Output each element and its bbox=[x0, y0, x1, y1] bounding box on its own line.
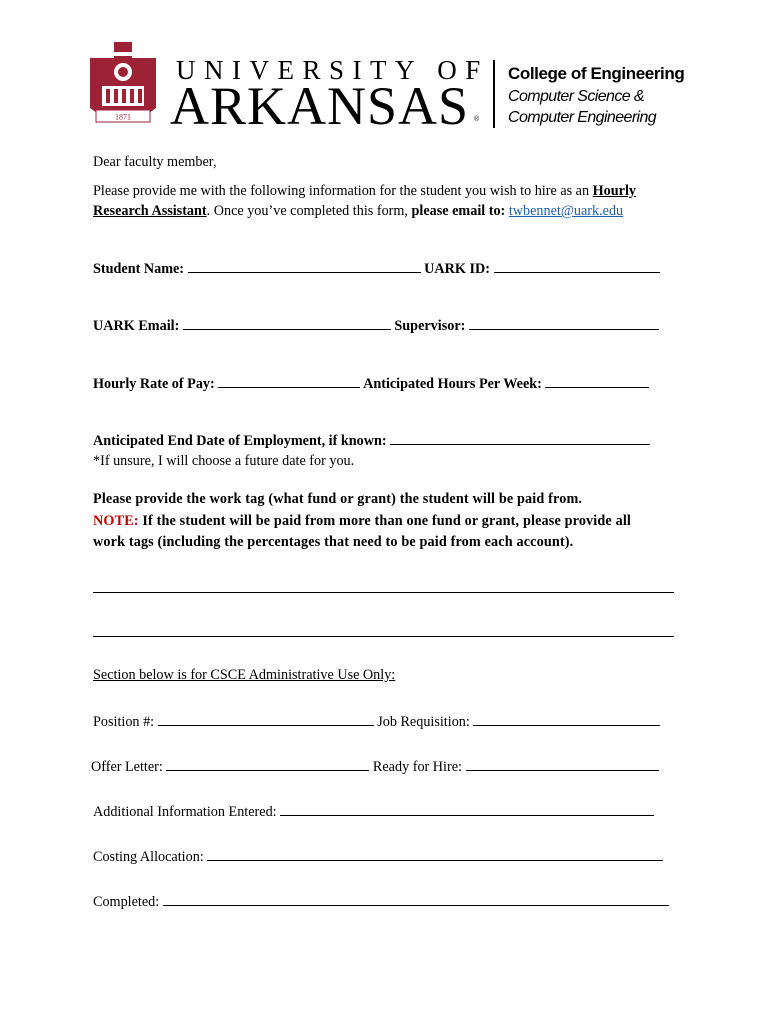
svg-text:1871: 1871 bbox=[115, 112, 131, 122]
additional-info-row bbox=[93, 801, 654, 822]
hours-per-week-label: Anticipated Hours Per Week: bbox=[363, 376, 542, 392]
note-label: NOTE: bbox=[93, 513, 139, 529]
completed-row bbox=[93, 891, 669, 912]
offer-letter-row bbox=[91, 756, 659, 777]
end-date-note: *If unsure, I will choose a future date for you. bbox=[93, 453, 355, 469]
ready-for-hire-label: Ready for Hire: bbox=[372, 759, 462, 775]
hourly-rate-field[interactable] bbox=[218, 373, 360, 388]
contact-email-link[interactable]: twbennet@uark.edu bbox=[508, 203, 624, 219]
pay-rate-row bbox=[93, 373, 649, 394]
uark-email-row bbox=[93, 315, 659, 336]
research-assistant-highlight: Research Assistant bbox=[93, 203, 207, 219]
job-requisition-label: Job Requisition: bbox=[377, 714, 470, 730]
work-tag-field-1[interactable] bbox=[93, 592, 674, 593]
supervisor-field[interactable] bbox=[469, 315, 659, 330]
dept-line-1: Computer Science & bbox=[508, 88, 644, 105]
university-name-top: UNIVERSITY OF bbox=[176, 55, 489, 85]
offer-letter-label: Offer Letter: bbox=[91, 759, 163, 775]
university-seal-icon bbox=[88, 42, 158, 130]
additional-info-field[interactable] bbox=[280, 801, 654, 816]
costing-label: Costing Allocation: bbox=[93, 849, 204, 865]
end-date-field[interactable] bbox=[390, 430, 650, 445]
note-text: If the student will be paid from more than one fund or grant, please provide all bbox=[138, 513, 632, 529]
hourly-highlight: Hourly bbox=[592, 183, 636, 199]
student-name-label: Student Name: bbox=[93, 261, 185, 277]
work-tag-note-row bbox=[93, 511, 631, 531]
email-instruction: please email to: bbox=[411, 203, 506, 219]
header-divider bbox=[493, 60, 495, 128]
uark-id-field[interactable] bbox=[494, 258, 660, 273]
intro-paragraph: Please provide me with the following information for the student you wish to hire as an Hourly Research Assistant. Once you’ve completed this form, please email to: twbennet@uark.edu bbox=[93, 183, 636, 219]
student-name-row bbox=[93, 258, 660, 279]
college-name: College of Engineering bbox=[508, 64, 685, 83]
position-row bbox=[93, 711, 660, 732]
additional-info-label: Additional Information Entered: bbox=[93, 804, 277, 820]
job-requisition-field[interactable] bbox=[473, 711, 660, 726]
offer-letter-field[interactable] bbox=[166, 756, 369, 771]
uark-id-label: UARK ID: bbox=[424, 261, 490, 277]
student-name-field[interactable] bbox=[188, 258, 421, 273]
salutation: Dear faculty member, bbox=[93, 154, 217, 170]
costing-field[interactable] bbox=[207, 846, 663, 861]
admin-section-heading: Section below is for CSCE Administrative Use Only: bbox=[93, 667, 396, 683]
position-field[interactable] bbox=[158, 711, 374, 726]
work-tag-instruction-line3: work tags (including the percentages that need to be paid from each account). bbox=[93, 534, 574, 550]
hours-per-week-field[interactable] bbox=[545, 373, 649, 388]
uark-email-label: UARK Email: bbox=[93, 318, 180, 334]
department-name bbox=[508, 86, 656, 128]
work-tag-field-2[interactable] bbox=[93, 636, 674, 637]
hourly-rate-label: Hourly Rate of Pay: bbox=[93, 376, 215, 392]
university-name-bottom: ARKANSAS bbox=[170, 76, 470, 136]
uark-email-field[interactable] bbox=[183, 315, 391, 330]
position-label: Position #: bbox=[93, 714, 155, 730]
completed-field[interactable] bbox=[163, 891, 669, 906]
costing-row bbox=[93, 846, 663, 867]
supervisor-label: Supervisor: bbox=[394, 318, 466, 334]
dept-line-2: Computer Engineering bbox=[508, 109, 657, 126]
work-tag-instruction: Please provide the work tag (what fund or grant) the student will be paid from. bbox=[93, 491, 583, 507]
completed-label: Completed: bbox=[93, 894, 160, 910]
end-date-row bbox=[93, 430, 650, 451]
ready-for-hire-field[interactable] bbox=[466, 756, 659, 771]
end-date-label: Anticipated End Date of Employment, if known: bbox=[93, 433, 387, 449]
registered-mark: ® bbox=[474, 116, 480, 123]
